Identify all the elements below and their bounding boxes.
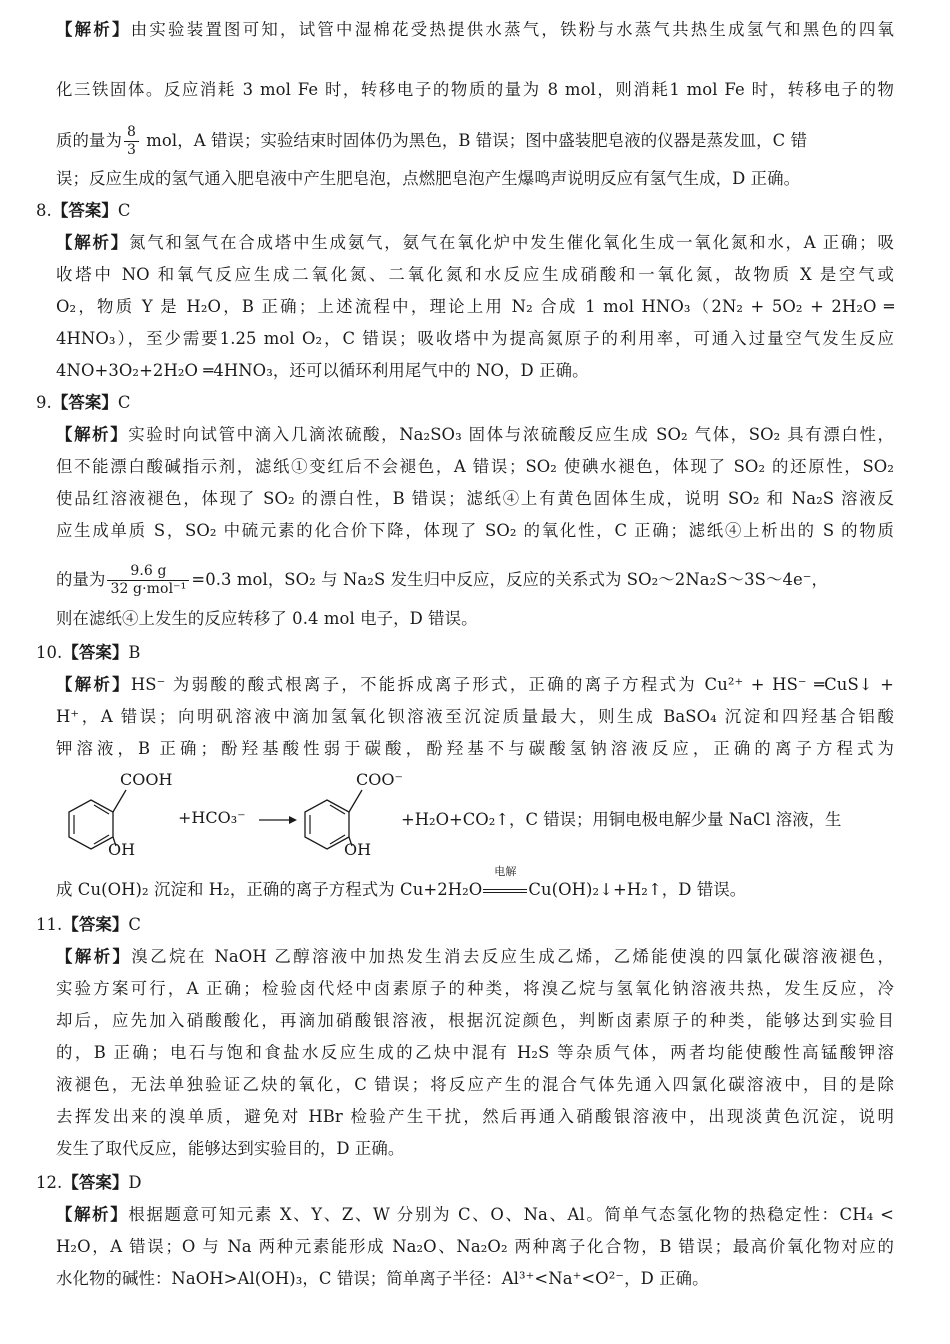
q12-answer: D [128, 1173, 142, 1192]
q9-line-2 [56, 456, 894, 478]
analysis-label: 【解析】 [56, 675, 131, 694]
q9-text-4: 应生成单质 S，SO₂ 中硫元素的化合价下降，体现了 SO₂ 的氧化性，C 正确；滤纸④上析出的 S 的物质 [56, 521, 894, 540]
q11-line-3 [56, 1010, 894, 1032]
q8-text-5: 4NO+3O₂+2H₂O ═4HNO₃，还可以循环利用尾气中的 NO，D 正确。 [56, 361, 589, 380]
benzene-ring-right [305, 800, 349, 849]
equals-bar [483, 889, 527, 893]
fraction-numerator: 9.6 g [107, 563, 189, 581]
q11-line-7 [56, 1138, 894, 1160]
q11-text-6: 去挥发出来的溴单质，避免对 HBr 检验产生干扰，然后再通入硝酸银溶液中，出现淡黄色沉淀，说明 [56, 1107, 894, 1126]
q9-line-4 [56, 520, 894, 542]
q7-line-4 [56, 168, 894, 190]
answer-label: 【答案】 [62, 643, 129, 662]
q10-equation-tail: +H₂O+CO₂↑，C 错误；用铜电极电解少量 NaCl 溶液，生 [401, 810, 842, 829]
q9-text-2: 但不能漂白酸碱指示剂，滤纸①变红后不会褪色，A 错误；SO₂ 使碘水褪色，体现了 SO₂ 的还原性，SO₂ [56, 457, 894, 476]
q11-text-1: 溴乙烷在 NaOH 乙醇溶液中加热发生消去反应生成乙烯，乙烯能使溴的四氯化碳溶液褪色， [131, 947, 895, 966]
q10-line-5 [56, 865, 894, 901]
q7-text-1: 由实验装置图可知，试管中湿棉花受热提供水蒸气，铁粉与水蒸气共热生成氢气和黑色的四氧 [130, 20, 894, 39]
condition-label: 电解 [494, 865, 517, 878]
q10-line-2 [56, 706, 894, 728]
analysis-label: 【解析】 [56, 233, 129, 252]
reaction-arrow-head [289, 816, 297, 824]
answer-label: 【答案】 [51, 201, 118, 220]
coo-minus-label: COO⁻ [356, 770, 403, 789]
q9-text-3: 使品红溶液褪色，体现了 SO₂ 的漂白性，B 错误；滤纸④上有黄色固体生成，说明 SO₂ 和 Na₂S 溶液反 [56, 489, 894, 508]
q10-answer-line [36, 642, 874, 664]
fraction-8-3 [124, 124, 139, 159]
q7-text-4: 误；反应生成的氢气通入肥皂液中产生肥皂泡，点燃肥皂泡产生爆鸣声说明反应有氢气生成，D 正确。 [56, 169, 801, 188]
bond-to-carboxylate [349, 790, 362, 812]
oh-label-right: OH [344, 840, 372, 859]
answer-label: 【答案】 [62, 915, 129, 934]
fraction-denominator: 3 [126, 142, 136, 158]
q7-line-2 [56, 79, 894, 101]
q12-text-3: 水化物的碱性：NaOH>Al(OH)₃，C 错误；简单离子半径：Al³⁺<Na⁺<O²⁻，D 正确。 [56, 1269, 709, 1288]
q12-number: 12. [36, 1173, 63, 1192]
q11-line-4 [56, 1042, 894, 1064]
analysis-label: 【解析】 [56, 20, 131, 39]
q8-text-1: 氮气和氢气在合成塔中生成氨气，氨气在氧化炉中发生催化氧化生成一氧化氮和水，A 正确；吸 [128, 233, 894, 252]
q7-text-2: 化三铁固体。反应消耗 3 mol Fe 时，转移电子的物质的量为 8 mol，则消耗1 mol Fe 时，转移电子的物 [56, 80, 894, 99]
q8-line-4 [56, 328, 894, 350]
q9-text-5b: =0.3 mol，SO₂ 与 Na₂S 发生归中反应，反应的关系式为 SO₂～2Na₂S～3S～4e⁻， [191, 570, 829, 589]
q8-text-4: 4HNO₃），至少需要1.25 mol O₂，C 错误；吸收塔中为提高氮原子的利用率，可通入过量空气发生反应 [56, 329, 894, 348]
salicylic-acid-equation [56, 770, 894, 865]
q12-line-2 [56, 1236, 894, 1258]
q11-text-5: 液褪色，无法单独验证乙炔的氧化，C 错误；将反应产生的混合气体先通入四氯化碳溶液中，目的是除 [56, 1075, 894, 1094]
fraction-mass-molar [107, 563, 189, 598]
q12-line-1 [56, 1204, 894, 1226]
q12-answer-line [36, 1172, 874, 1194]
q9-text-1: 实验时向试管中滴入几滴浓硫酸，Na₂SO₃ 固体与浓硫酸反应生成 SO₂ 气体，SO₂ 具有漂白性， [128, 425, 895, 444]
q8-text-2: 收塔中 NO 和氧气反应生成二氧化氮、二氧化氮和水反应生成硝酸和一氧化氮，故物质 X 是空气或 [56, 265, 894, 284]
q9-number: 9. [36, 393, 52, 412]
analysis-label: 【解析】 [56, 947, 132, 966]
q9-line-1 [56, 424, 894, 446]
q10-line-1 [56, 674, 894, 696]
cooh-label: COOH [120, 770, 173, 789]
q11-number: 11. [36, 915, 63, 934]
q8-number: 8. [36, 201, 52, 220]
q11-line-5 [56, 1074, 894, 1096]
analysis-label: 【解析】 [56, 425, 129, 444]
q9-text-5a: 的量为 [56, 570, 106, 589]
q8-answer-line [36, 200, 874, 222]
q8-line-3 [56, 296, 894, 318]
q9-line-5 [56, 563, 894, 598]
q8-line-5 [56, 360, 894, 382]
analysis-label: 【解析】 [56, 1205, 129, 1224]
fraction-numerator: 8 [124, 124, 139, 142]
q11-text-4: 的，B 正确；电石与饱和食盐水反应生成的乙炔中混有 H₂S 等杂质气体，两者均能使酸性高锰酸钾溶 [56, 1043, 894, 1062]
q10-text-2: H⁺，A 错误；向明矾溶液中滴加氢氧化钡溶液至沉淀质量最大，则生成 BaSO₄ 沉淀和四羟基合铝酸 [56, 707, 894, 726]
q10-text-5a: 成 Cu(OH)₂ 沉淀和 H₂，正确的离子方程式为 Cu+2H₂O [56, 880, 483, 899]
oh-label-left: OH [108, 840, 136, 859]
bond-to-carboxyl [113, 790, 126, 812]
q11-answer-line [36, 914, 874, 936]
q10-number: 10. [36, 643, 63, 662]
q11-text-2: 实验方案可行，A 正确；检验卤代烃中卤素原子的种类，将溴乙烷与氢氧化钠溶液共热，发生反应，冷 [56, 979, 894, 998]
q11-line-6 [56, 1106, 894, 1128]
q9-answer: C [117, 393, 131, 412]
bicarbonate-label: +HCO₃⁻ [178, 808, 246, 827]
q8-answer: C [117, 201, 131, 220]
q7-text-3b: mol，A 错误；实验结束时固体仍为黑色，B 错误；图中盛装肥皂液的仪器是蒸发皿，C 错 [140, 131, 808, 150]
q10-text-5b: Cu(OH)₂↓+H₂↑，D 错误。 [528, 880, 747, 899]
q8-text-3: O₂，物质 Y 是 H₂O，B 正确；上述流程中，理论上用 N₂ 合成 1 mol HNO₃（2N₂ + 5O₂ + 2H₂O ═ [56, 297, 894, 316]
q10-text-1: HS⁻ 为弱酸的酸式根离子，不能拆成离子形式，正确的离子方程式为 Cu²⁺ + HS⁻ ═CuS↓ + [130, 675, 894, 694]
q10-answer: B [128, 643, 141, 662]
q10-line-3 [56, 738, 894, 760]
q7-text-3a: 质的量为 [56, 131, 122, 150]
q11-answer: C [128, 915, 141, 934]
q8-line-2 [56, 264, 894, 286]
q12-line-3 [56, 1268, 894, 1290]
q11-text-7: 发生了取代反应，能够达到实验目的，D 正确。 [56, 1139, 405, 1158]
q9-answer-line [36, 392, 874, 414]
q11-line-2 [56, 978, 894, 1000]
q7-line-1 [56, 19, 894, 41]
electrolysis-condition [482, 865, 528, 901]
q11-text-3: 却后，应先加入硝酸酸化，再滴加硝酸银溶液，根据沉淀颜色，判断卤素原子的种类，能够达到实验目 [56, 1011, 894, 1030]
q11-line-1 [56, 946, 894, 968]
benzene-ring-left [69, 800, 113, 849]
q8-line-1 [56, 232, 894, 254]
q9-line-6 [56, 608, 894, 630]
q9-line-3 [56, 488, 894, 510]
q10-text-3: 钾溶液，B 正确；酚羟基酸性弱于碳酸，酚羟基不与碳酸氢钠溶液反应，正确的离子方程式为 [56, 739, 894, 758]
fraction-denominator: 32 g·mol⁻¹ [110, 581, 187, 597]
answer-label: 【答案】 [51, 393, 118, 412]
q12-text-2: H₂O，A 错误；O 与 Na 两种元素能形成 Na₂O、Na₂O₂ 两种离子化合物，B 错误；最高价氧化物对应的 [56, 1237, 894, 1256]
q12-text-1: 根据题意可知元素 X、Y、Z、W 分别为 C、O、Na、Al。简单气态氢化物的热稳定性：CH₄ < [128, 1205, 894, 1224]
q9-text-6: 则在滤纸④上发生的反应转移了 0.4 mol 电子，D 错误。 [56, 609, 478, 628]
q7-line-3 [56, 124, 894, 159]
answer-label: 【答案】 [62, 1173, 129, 1192]
